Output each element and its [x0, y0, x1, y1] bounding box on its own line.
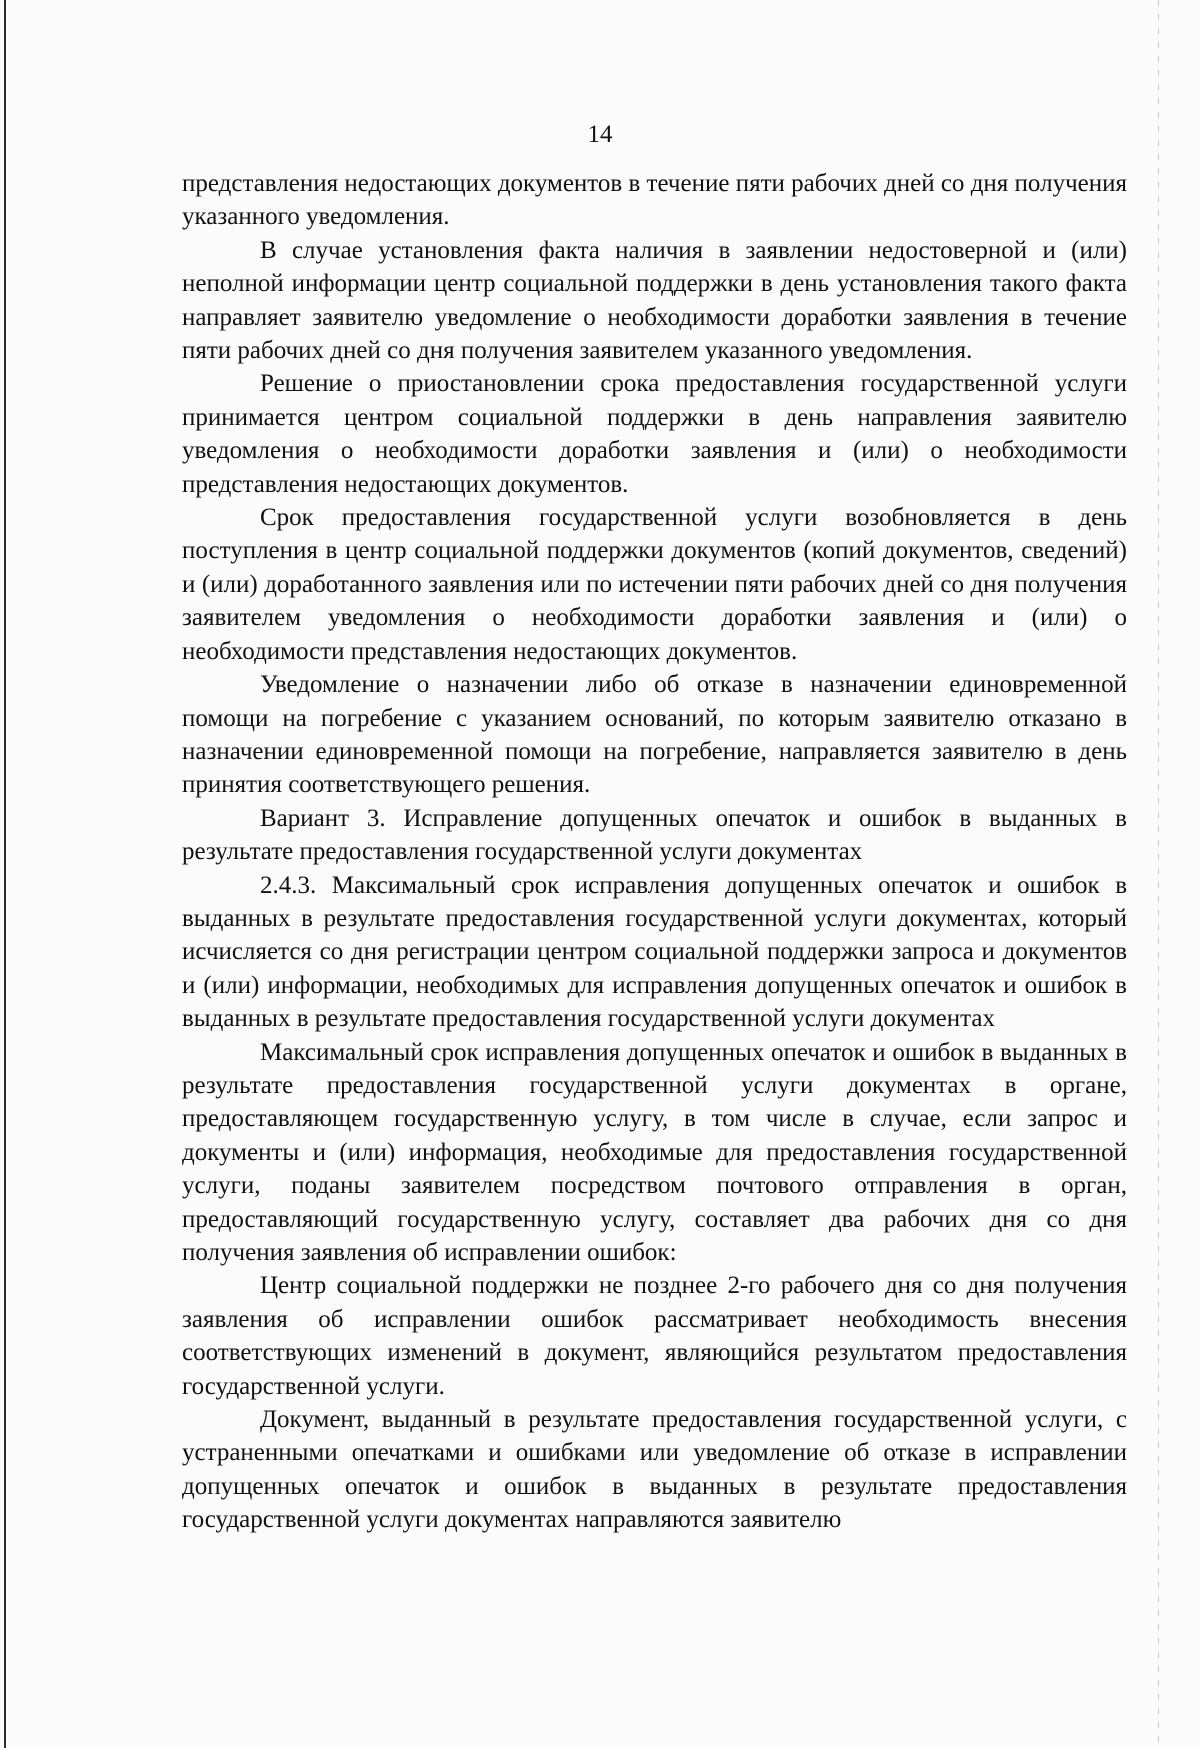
paragraph: Уведомление о назначении либо об отказе в назначении единовременной помощи на погребение с указанием оснований, по которым заявителю отказано в назначении единовременной помощи на погребение, направляется заявителю в день принятия соответствующего решения. [182, 671, 1127, 799]
paragraph: В случае установления факта наличия в заявлении недостоверной и (или) неполной информации центр социальной поддержки в день установления такого факта направляет заявителю уведомление о необходимости доработки заявления в течение пяти рабочих дней со дня получения заявителем указанного уведомления. [182, 236, 1127, 365]
section-heading: Вариант 3. Исправление допущенных опечаток и ошибок в выданных в результате предоставления государственной услуги документах [182, 804, 1127, 866]
document-body [182, 167, 1127, 1537]
paragraph: Максимальный срок исправления допущенных опечаток и ошибок в выданных в результате предоставления государственной услуги документах в органе, предоставляющем государственную услугу, в том числе в случае, если запрос и документы и (или) информация, необходимые для предоставления государственной услуги, поданы заявителем посредством почтового отправления в орган, предоставляющий государственную услугу, составляет два рабочих дня со дня получения заявления об исправлении ошибок: [182, 1038, 1127, 1266]
paragraph: представления недостающих документов в течение пяти рабочих дней со дня получения указанного уведомления. [182, 170, 1127, 231]
paragraph: Решение о приостановлении срока предоставления государственной услуги принимается центром социальной поддержки в день направления заявителю уведомления о необходимости доработки заявления и (или) о необходимости представления недостающих документов. [182, 370, 1127, 498]
page-number: 14 [587, 121, 613, 148]
paragraph: Срок предоставления государственной услуги возобновляется в день поступления в центр социальной поддержки документов (копий документов, сведений) и (или) доработанного заявления или по истечении пяти рабочих дней со дня получения заявителем уведомления о необходимости доработки заявления и (или) о необходимости представления недостающих документов. [182, 504, 1127, 665]
paragraph: Центр социальной поддержки не позднее 2-го рабочего дня со дня получения заявления об исправлении ошибок рассматривает необходимость внесения соответствующих изменений в документ, являющийся результатом предоставления государственной услуги. [182, 1272, 1127, 1400]
scan-left-edge [4, 0, 6, 1748]
scan-right-edge [1158, 0, 1159, 1748]
paragraph: Документ, выданный в результате предоставления государственной услуги, с устраненными опечатками и ошибками или уведомление об отказе в исправлении допущенных опечаток и ошибок в выданных в результате предоставления государственной услуги документах направляются заявителю [182, 1406, 1127, 1534]
paragraph: 2.4.3. Максимальный срок исправления допущенных опечаток и ошибок в выданных в результате предоставления государственной услуги документах, который исчисляется со дня регистрации центром социальной поддержки запроса и документов и (или) информации, необходимых для исправления допущенных опечаток и ошибок в выданных в результате предоставления государственной услуги документах [182, 871, 1127, 1033]
